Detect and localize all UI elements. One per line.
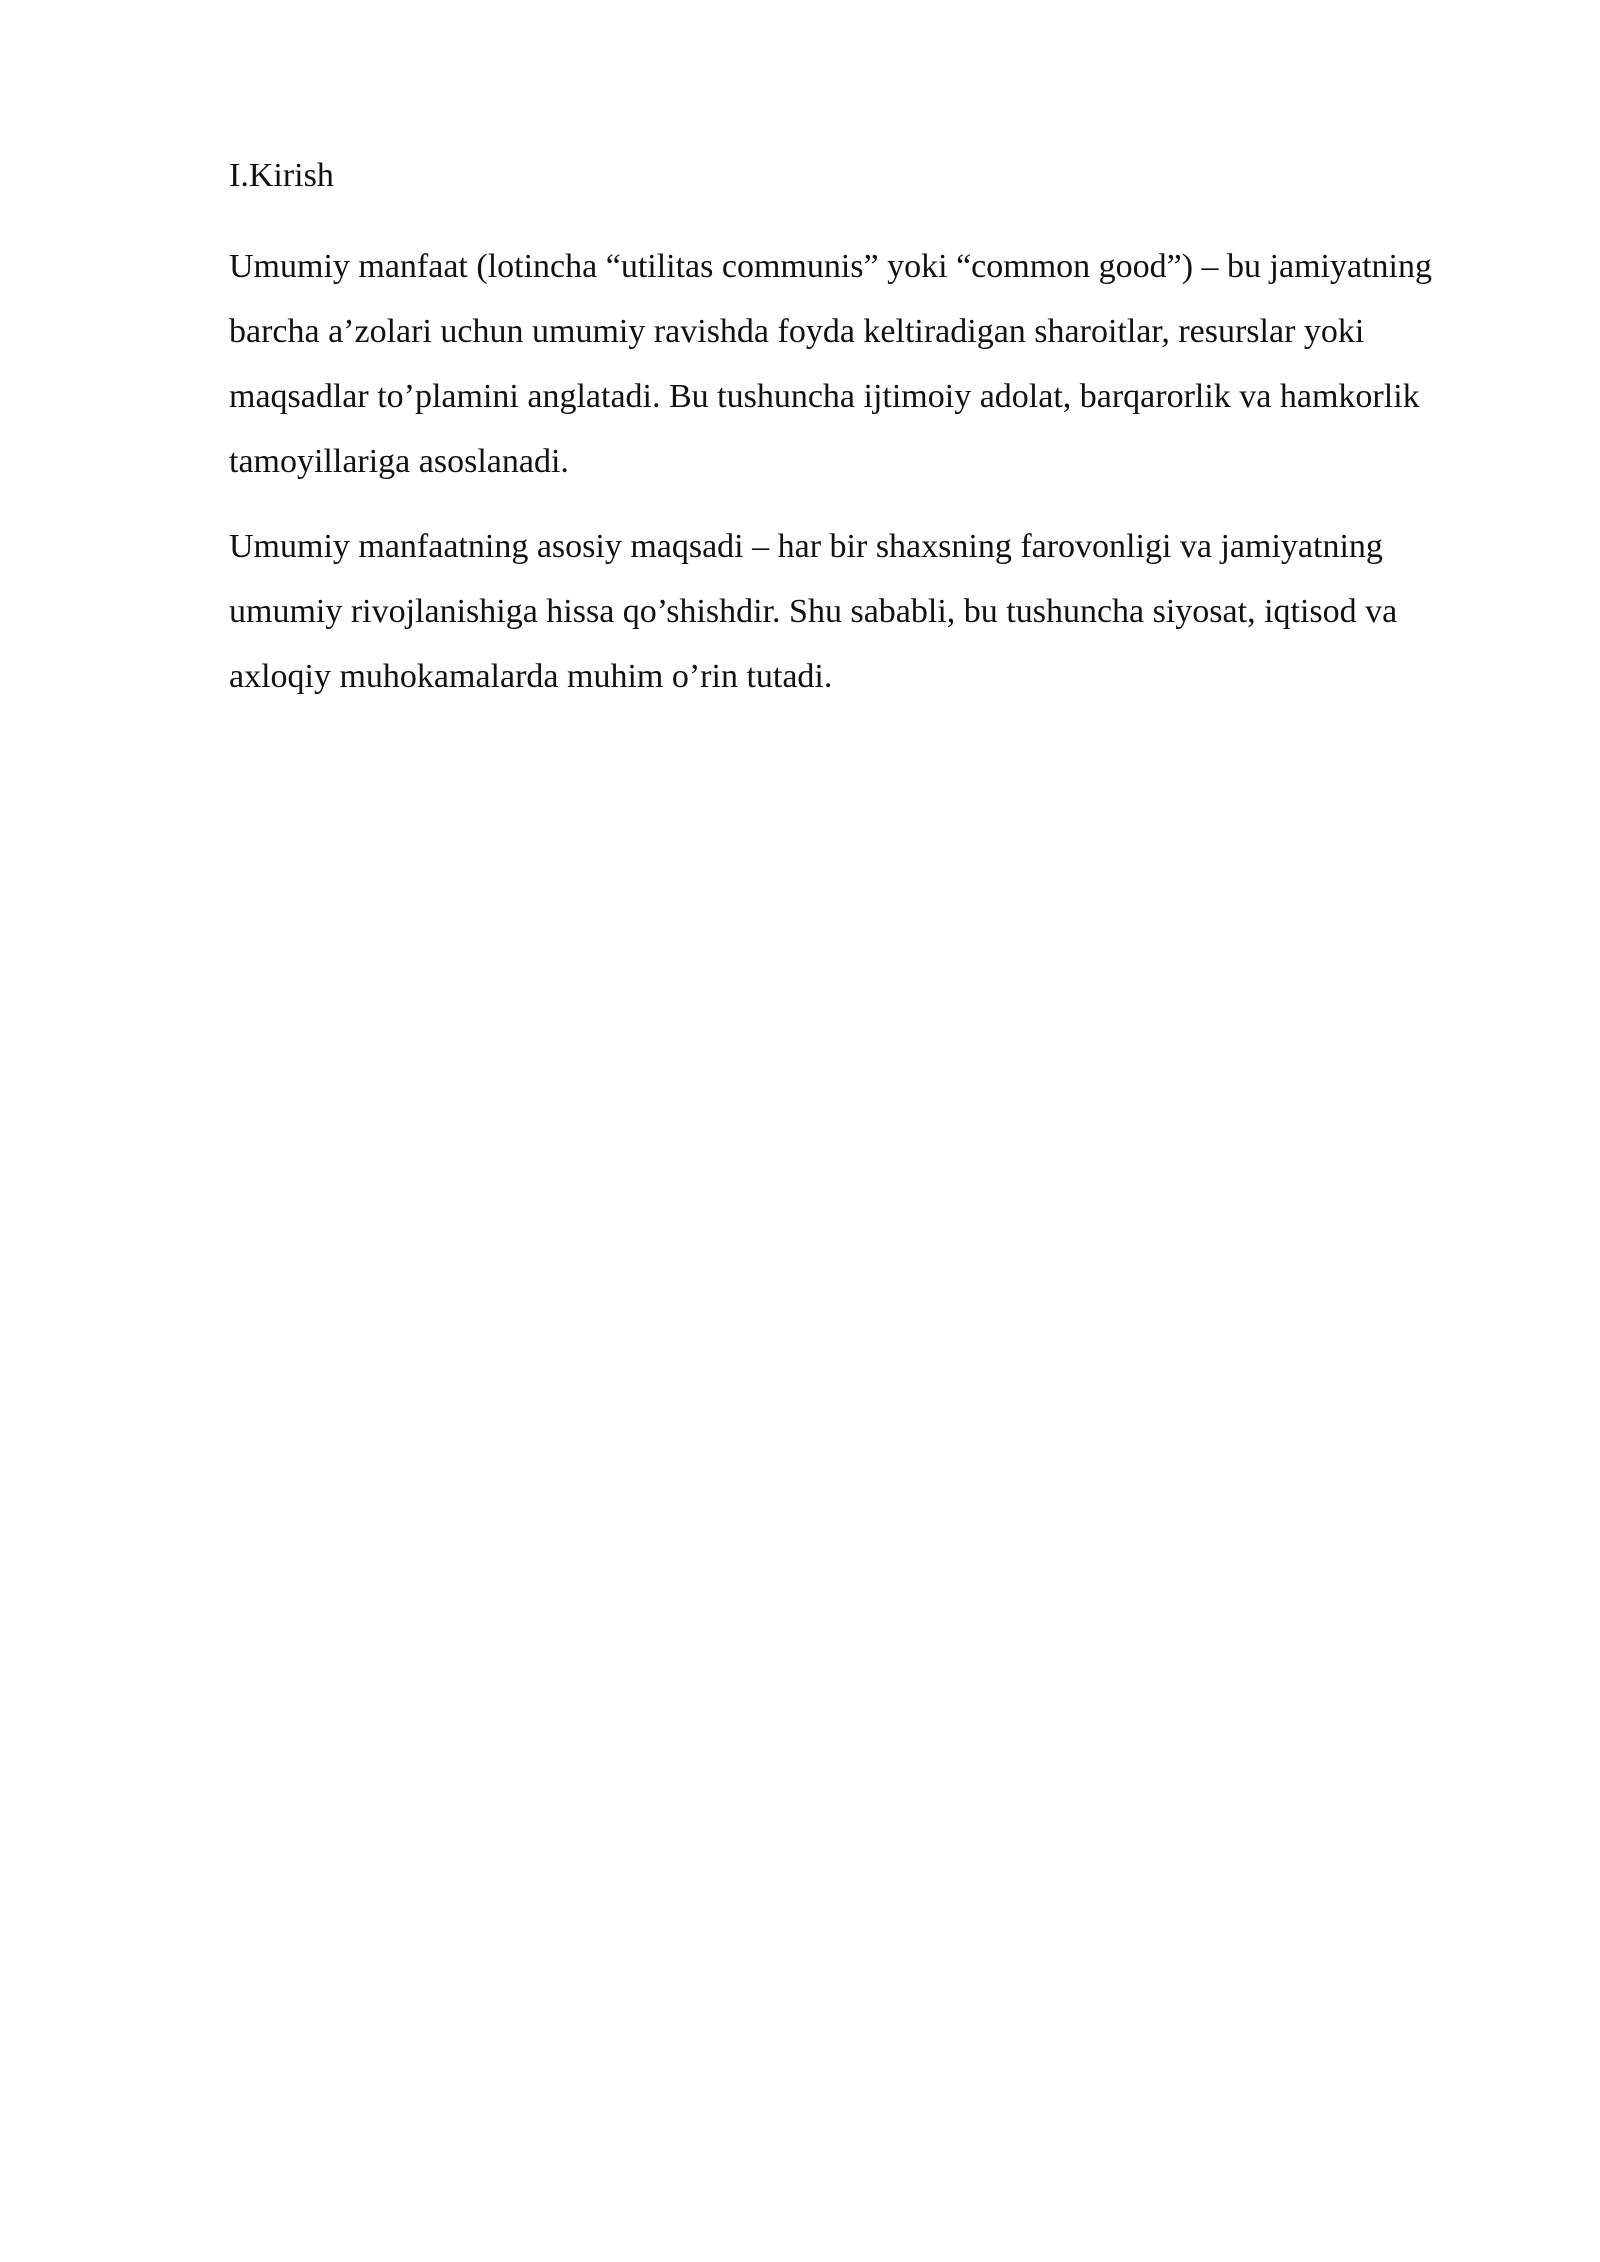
paragraph-1: Umumiy manfaat (lotincha “utilitas communis” yoki “common good”) – bu jamiyatning barcha a’zolari uchun umumiy ravishda foyda keltiradigan sharoitlar, resurslar yoki maqsadlar to’plamini anglatadi. Bu tushuncha ijtimoiy adolat, barqarorlik va hamkorlik tamoyillariga asoslanadi. <box>229 248 1432 480</box>
document-body <box>229 148 1469 729</box>
section-heading: I.Kirish <box>229 157 334 194</box>
paragraph-2: Umumiy manfaatning asosiy maqsadi – har bir shaxsning farovonligi va jamiyatning umumiy rivojlanishiga hissa qo’shishdir. Shu sababli, bu tushuncha siyosat, iqtisod va axloqiy muhokamalarda muhim o’rin tutadi. <box>229 528 1398 695</box>
